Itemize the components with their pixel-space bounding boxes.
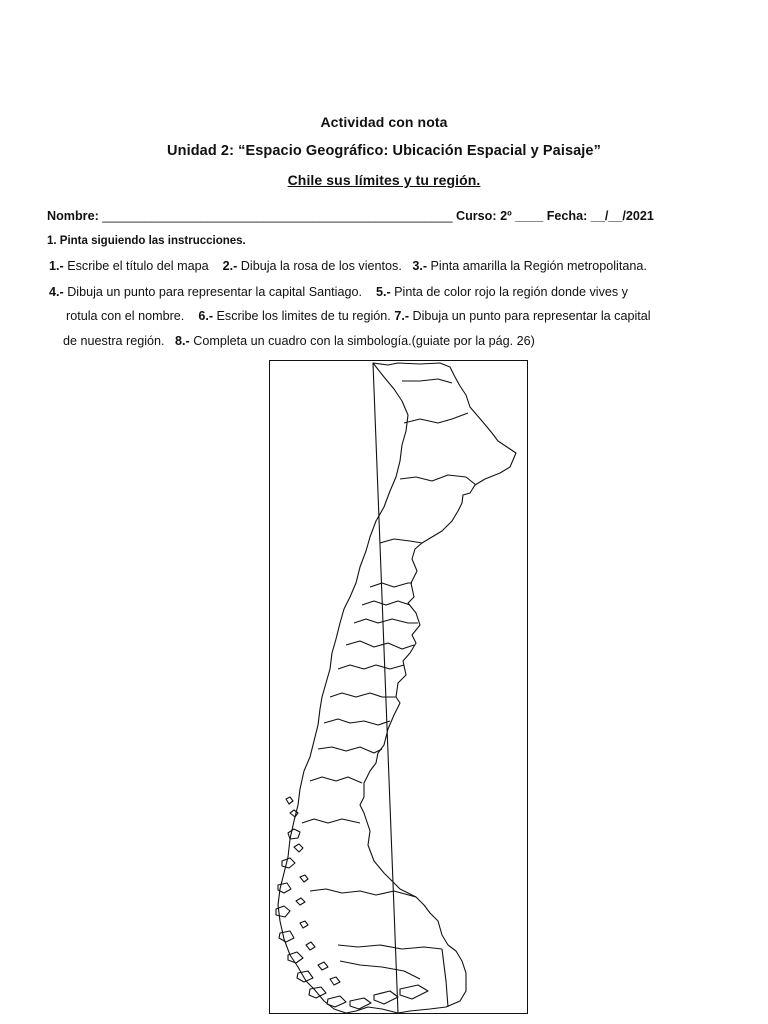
- island: [330, 977, 340, 985]
- island: [374, 991, 398, 1004]
- item-5-text: Pinta de color rojo la región donde vives y: [390, 285, 628, 299]
- course-value: 2º: [500, 209, 512, 223]
- chile-map-outline-icon: [270, 361, 528, 1014]
- region-border: [338, 945, 442, 949]
- region-border: [400, 475, 476, 485]
- region-border: [402, 379, 452, 383]
- region-border: [310, 777, 362, 783]
- student-info-line: [47, 209, 654, 223]
- item-8-num: 8.-: [175, 334, 190, 348]
- region-border: [340, 961, 420, 979]
- item-3-text: Pinta amarilla la Región metropolitana.: [427, 259, 647, 273]
- name-label: Nombre:: [47, 209, 99, 223]
- island: [318, 962, 328, 970]
- item-7-text: Dibuja un punto para representar la capital: [409, 309, 651, 323]
- island: [306, 942, 315, 950]
- region-border: [318, 747, 382, 753]
- map-frame: [269, 360, 528, 1014]
- region-border: [338, 665, 404, 669]
- item-2-text: Dibuja la rosa de los vientos.: [237, 259, 402, 273]
- instruction-line-3: [66, 309, 651, 323]
- island: [276, 906, 290, 917]
- item-7-cont: de nuestra región.: [63, 334, 165, 348]
- item-2-num: 2.-: [222, 259, 238, 273]
- name-blank: __________________________________________________: [102, 209, 453, 223]
- island: [279, 931, 294, 942]
- item-7-num: 7.-: [394, 309, 410, 323]
- date-label: Fecha:: [546, 209, 588, 223]
- instruction-line-2: [49, 285, 628, 299]
- item-8-text: Completa un cuadro con la simbología.(guiate por la pág. 26): [189, 334, 535, 348]
- item-6-num: 6.-: [198, 309, 214, 323]
- region-border: [302, 819, 360, 823]
- item-4-text: Dibuja un punto para representar la capital Santiago.: [63, 285, 362, 299]
- item-3-num: 3.-: [412, 259, 428, 273]
- instruction-line-1: [49, 259, 647, 273]
- chile-outline: [278, 363, 516, 1013]
- date-value: __/__/2021: [590, 209, 654, 223]
- region-border: [362, 601, 410, 605]
- island: [296, 898, 305, 905]
- island: [286, 797, 293, 804]
- region-border: [442, 949, 448, 1007]
- region-border: [346, 641, 414, 649]
- item-6-text: Escribe los limites de tu región.: [213, 309, 391, 323]
- region-border: [324, 719, 390, 725]
- item-1-num: 1.-: [49, 259, 64, 273]
- island: [288, 952, 303, 963]
- region-border: [354, 619, 418, 623]
- unit-title: Unidad 2: “Espacio Geográfico: Ubicación Espacial y Paisaje”: [167, 143, 601, 159]
- island: [300, 875, 308, 882]
- island: [282, 858, 295, 868]
- island: [294, 844, 303, 852]
- course-blank: ____: [515, 209, 544, 223]
- item-4-num: 4.-: [49, 285, 64, 299]
- item-5-num: 5.-: [375, 285, 391, 299]
- region-border: [380, 539, 422, 543]
- region-border: [404, 413, 468, 423]
- island: [327, 996, 346, 1007]
- island: [300, 921, 308, 928]
- instruction-line-4: [63, 334, 535, 348]
- course-label: Curso:: [455, 209, 497, 223]
- region-border: [310, 889, 416, 897]
- item-1-text: Escribe el título del mapa: [63, 259, 209, 273]
- subtitle: Chile sus límites y tu región.: [287, 172, 481, 188]
- activity-title: Actividad con nota: [320, 114, 448, 130]
- item-5-cont: rotula con el nombre.: [66, 309, 185, 323]
- region-border: [370, 583, 412, 587]
- island: [400, 985, 428, 999]
- island: [288, 829, 300, 839]
- instructions-heading: 1. Pinta siguiendo las instrucciones.: [47, 235, 246, 247]
